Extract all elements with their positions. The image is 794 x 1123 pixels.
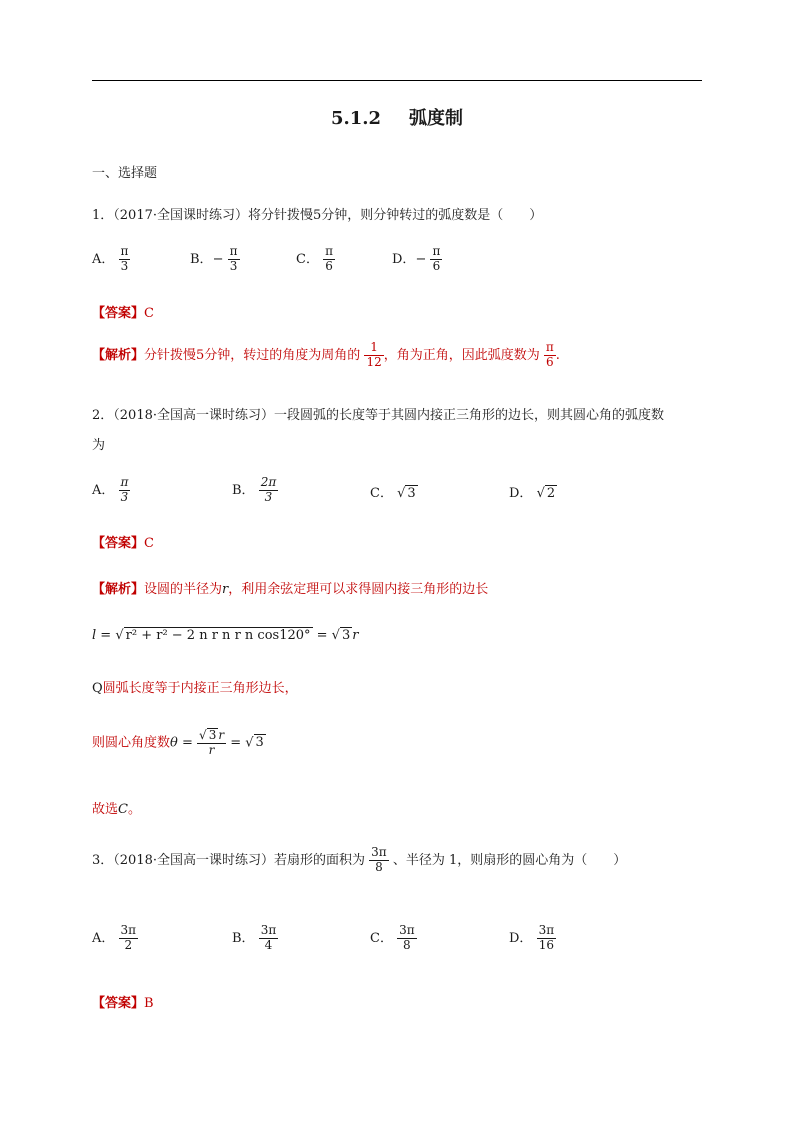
q3-option-a: A． $\frac{3\pi}{2}$ bbox=[92, 923, 137, 952]
q2-formula: l = √ r² + r² − 2 n r n r n cos120° = √ 3 r bbox=[92, 628, 359, 643]
q1-stem: 1．（2017·全国课时练习）将分针拨慢5分钟，则分钟转过的弧度数是（ ） bbox=[92, 208, 543, 223]
q3-d-fraction: $\frac{3\pi}{16}$ bbox=[538, 923, 555, 952]
q1-answer: 【答案】C bbox=[92, 306, 154, 321]
q1-analysis-fraction-1: $\frac{1}{12}$ bbox=[366, 340, 382, 369]
q2-d-sqrt: √ 2 bbox=[536, 486, 556, 501]
q2-option-a: A． $\frac{\pi}{3}$ bbox=[92, 475, 129, 504]
q2-line5: 故选C。 bbox=[92, 802, 141, 817]
q3-a-fraction: $\frac{3\pi}{2}$ bbox=[120, 923, 137, 952]
q2-option-b: B． $\frac{2\pi}{3}$ bbox=[232, 475, 277, 504]
q1-d-fraction: $\frac{\pi}{6}$ bbox=[432, 244, 441, 273]
q3-b-fraction: $\frac{3\pi}{4}$ bbox=[260, 923, 277, 952]
title-text: 弧度制 bbox=[409, 108, 464, 129]
header-rule bbox=[92, 80, 702, 81]
q1-b-fraction: $\frac{\pi}{3}$ bbox=[229, 244, 238, 273]
q3-option-c: C． $\frac{3\pi}{8}$ bbox=[370, 923, 415, 952]
q2-theta-fraction: $\frac{√ 3 r}{r}$ bbox=[199, 728, 225, 757]
q2-option-d: D． √ 2 bbox=[509, 486, 556, 501]
q2-c-sqrt: √ 3 bbox=[397, 486, 416, 501]
section-heading: 一、选择题 bbox=[92, 166, 158, 181]
q2-answer: 【答案】C bbox=[92, 536, 154, 551]
q3-option-b: B． $\frac{3\pi}{4}$ bbox=[232, 923, 277, 952]
page-title bbox=[0, 104, 794, 130]
q1-option-d: D．− $\frac{\pi}{6}$ bbox=[392, 244, 441, 273]
q2-b-fraction: $\frac{2\pi}{3}$ bbox=[260, 475, 277, 504]
q1-option-b: B．− $\frac{\pi}{3}$ bbox=[190, 244, 238, 273]
q2-formula-sqrt: √ r² + r² − 2 n r n r n cos120° bbox=[115, 628, 311, 643]
q2-analysis: 【解析】设圆的半径为r，利用余弦定理可以求得圆内接三角形的边长 bbox=[92, 582, 489, 597]
q2-stem-line2: 为 bbox=[92, 438, 106, 453]
q2-a-fraction: $\frac{\pi}{3}$ bbox=[120, 475, 129, 504]
q2-stem-line1: 2．（2018·全国高一课时练习）一段圆弧的长度等于其圆内接正三角形的边长，则其圆心角的弧度数 bbox=[92, 408, 664, 423]
title-number: 5.1.2 bbox=[330, 108, 382, 129]
q3-answer: 【答案】B bbox=[92, 996, 154, 1011]
q1-analysis-fraction-2: $\frac{\pi}{6}$ bbox=[545, 340, 554, 369]
q1-a-fraction: $\frac{\pi}{3}$ bbox=[120, 244, 129, 273]
q3-option-d: D． $\frac{3\pi}{16}$ bbox=[509, 923, 555, 952]
q3-c-fraction: $\frac{3\pi}{8}$ bbox=[399, 923, 415, 952]
q2-line4: 则圆心角度数θ = $\frac{√ 3 r}{r}$ = √ 3 bbox=[92, 728, 264, 757]
q2-option-c: C． √ 3 bbox=[370, 486, 416, 501]
q3-area-fraction: $\frac{3\pi}{8}$ bbox=[371, 845, 387, 874]
q3-stem: 3．（2018·全国高一课时练习）若扇形的面积为 $\frac{3\pi}{8}$ 、半径为 1，则扇形的圆心角为（ ） bbox=[92, 845, 627, 874]
q1-option-c: C． $\frac{\pi}{6}$ bbox=[296, 244, 333, 273]
q1-analysis: 【解析】分针拨慢5分钟，转过的角度为周角的 $\frac{1}{12}$ ，角为正角，因此弧度数为 $\frac{\pi}{6}$ . bbox=[92, 340, 560, 369]
q2-line3: Q圆弧长度等于内接正三角形边长， bbox=[92, 681, 298, 696]
q1-option-a: A． $\frac{\pi}{3}$ bbox=[92, 244, 129, 273]
q1-c-fraction: $\frac{\pi}{6}$ bbox=[325, 244, 333, 273]
